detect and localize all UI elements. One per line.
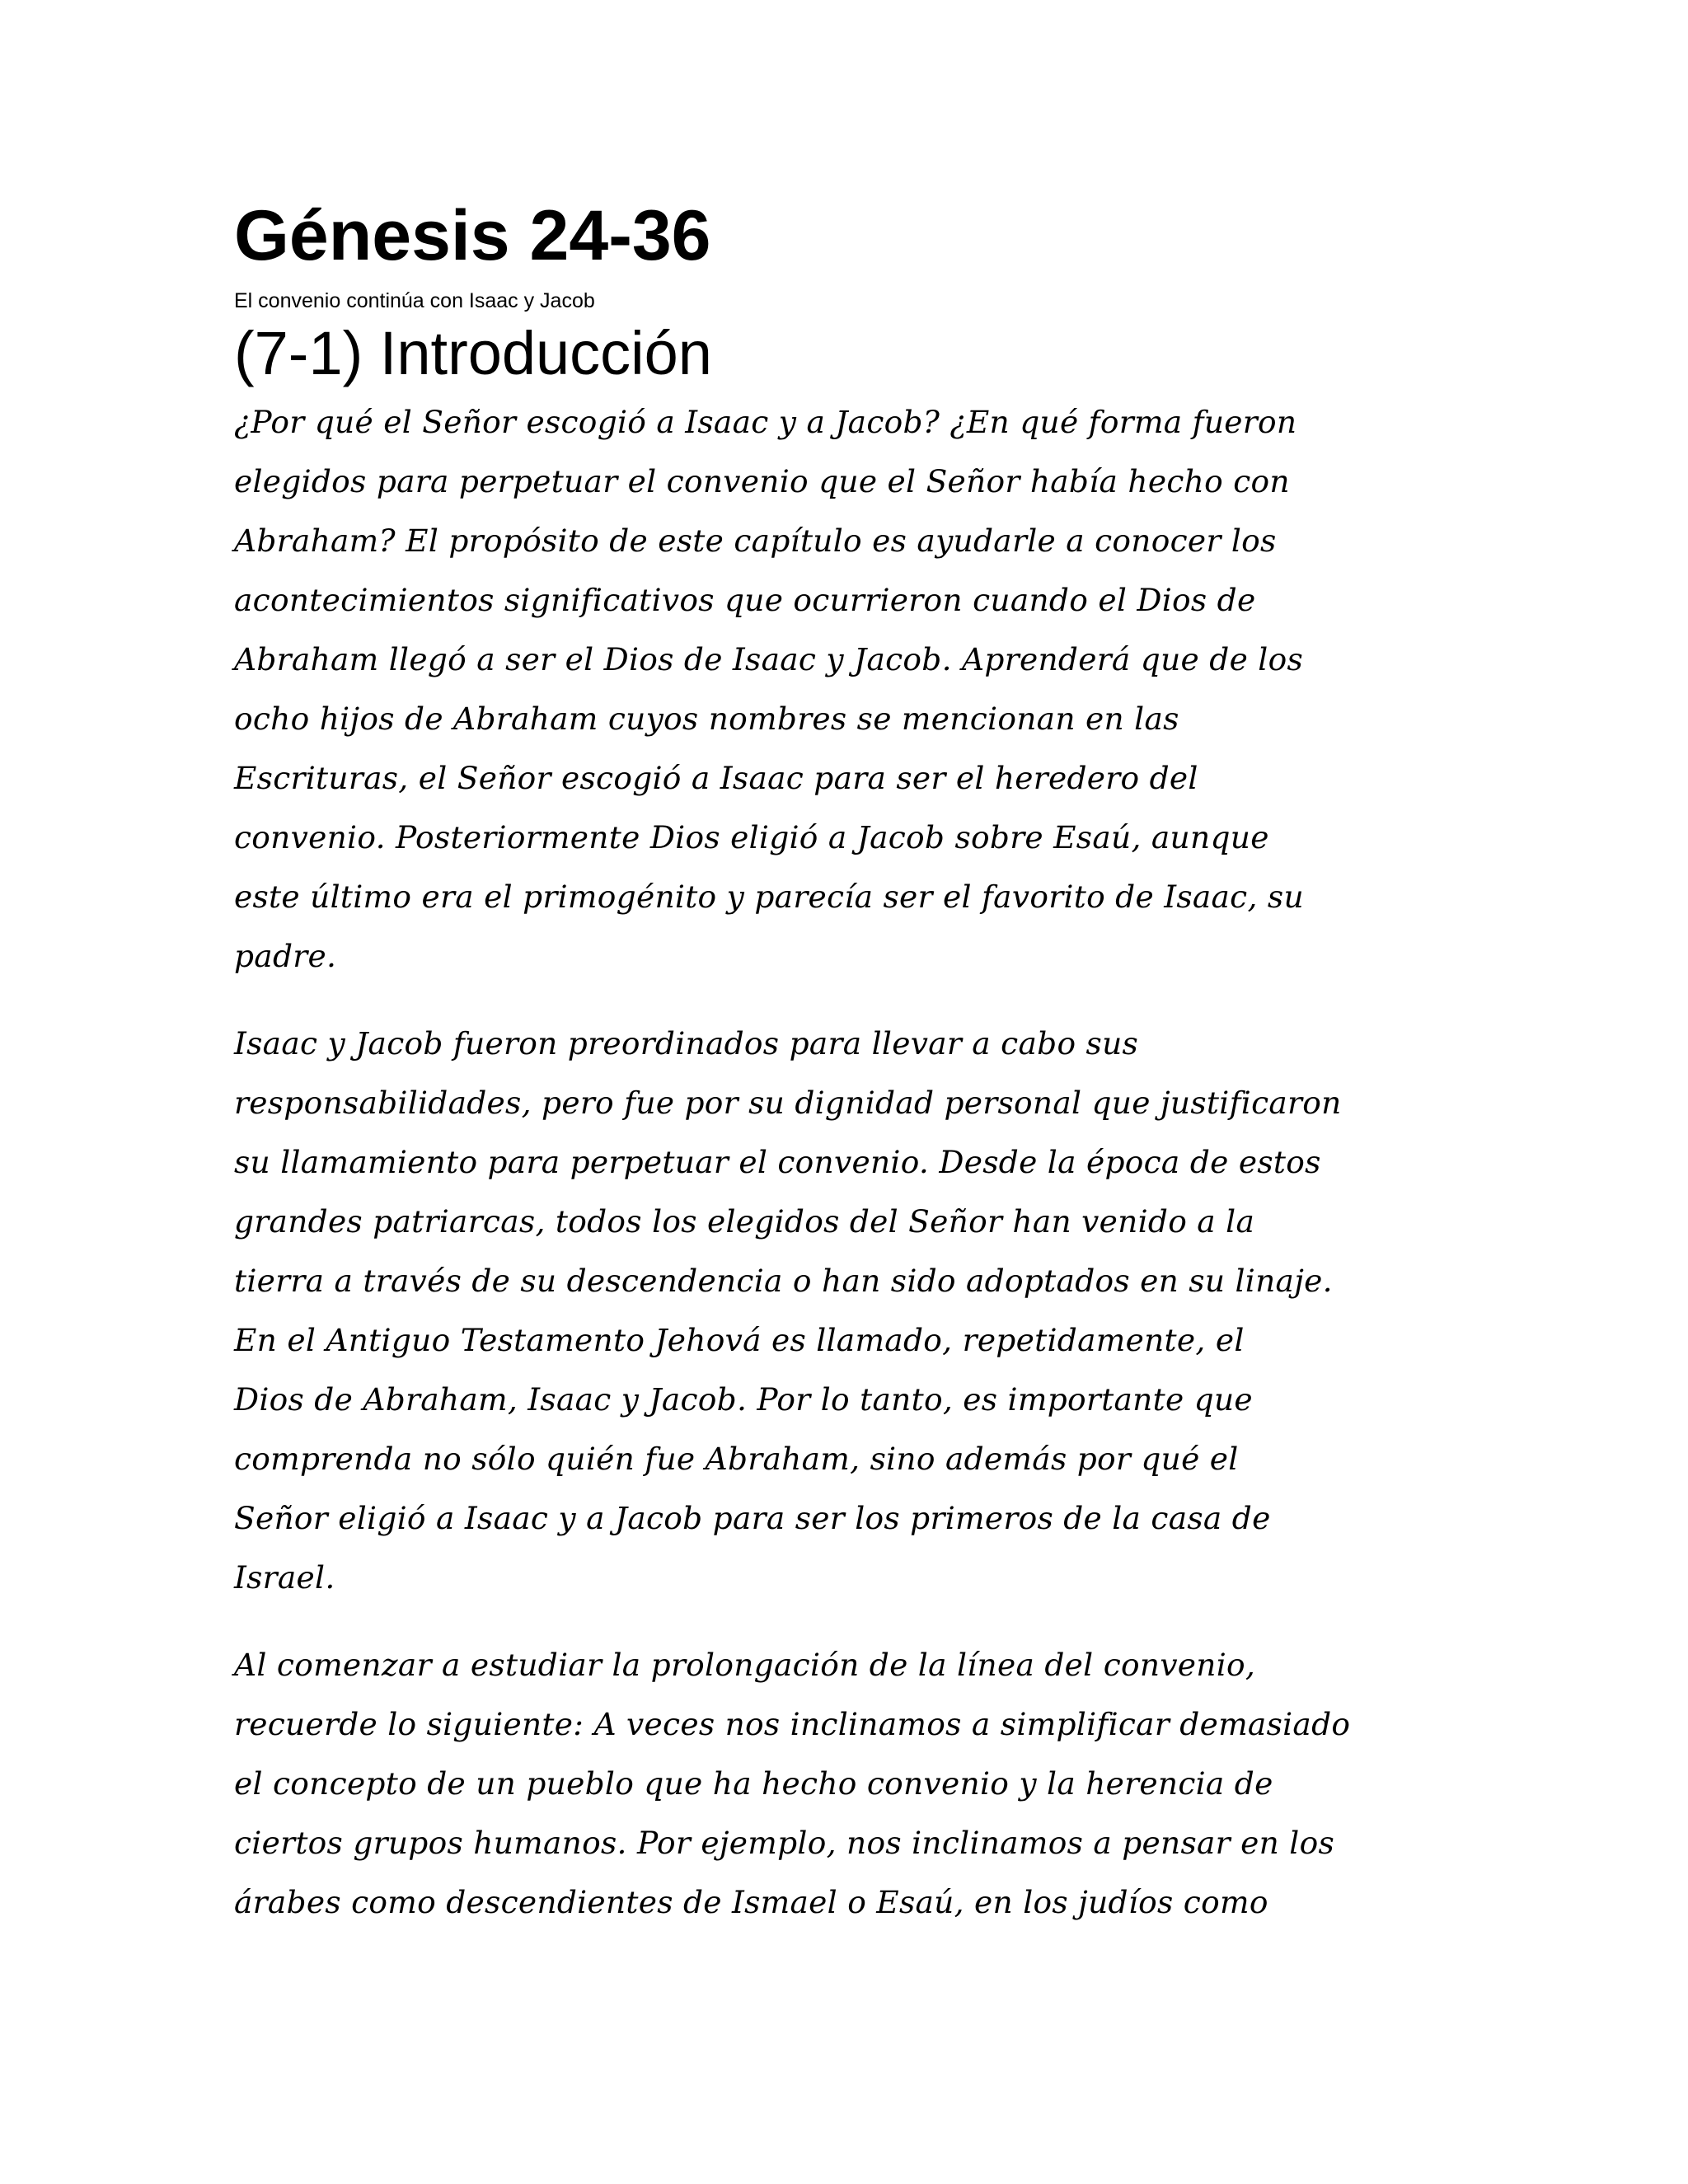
page-title: Génesis 24-36	[234, 196, 711, 275]
text-line: Escrituras, el Señor escogió a Isaac para ser el heredero del	[234, 760, 1198, 796]
text-line: árabes como descendientes de Ismael o Esaú, en los judíos como	[234, 1884, 1268, 1920]
text-line: convenio. Posteriormente Dios eligió a Jacob sobre Esaú, aunque	[234, 819, 1269, 855]
text-line: Dios de Abraham, Isaac y Jacob. Por lo tanto, es importante que	[234, 1381, 1253, 1418]
paragraph-spacer	[234, 1607, 1454, 1635]
text-line: Al comenzar a estudiar la prolongación de la línea del convenio,	[234, 1647, 1256, 1683]
paragraph-3	[234, 1635, 1454, 1932]
document-content	[234, 191, 1454, 1932]
text-line: comprenda no sólo quién fue Abraham, sino además por qué el	[234, 1441, 1239, 1477]
text-line: Abraham? El propósito de este capítulo es ayudarle a conocer los	[234, 523, 1277, 559]
text-line: responsabilidades, pero fue por su dignidad personal que justificaron	[234, 1085, 1342, 1121]
text-line: recuerde lo siguiente: A veces nos inclinamos a simplificar demasiado	[234, 1706, 1351, 1742]
text-line: Abraham llegó a ser el Dios de Isaac y Jacob. Aprenderá que de los	[234, 641, 1303, 677]
paragraph-2	[234, 1014, 1454, 1607]
text-line: En el Antiguo Testamento Jehová es llamado, repetidamente, el	[234, 1322, 1245, 1358]
text-line: su llamamiento para perpetuar el convenio. Desde la época de estos	[234, 1144, 1321, 1180]
text-line: Señor eligió a Isaac y a Jacob para ser los primeros de la casa de	[234, 1500, 1271, 1536]
section-heading: (7-1) Introducción	[234, 319, 712, 387]
text-line: este último era el primogénito y parecía ser el favorito de Isaac, su	[234, 879, 1304, 915]
text-line: Isaac y Jacob fueron preordinados para llevar a cabo sus	[234, 1025, 1139, 1062]
paragraph-spacer	[234, 986, 1454, 1014]
text-line: acontecimientos significativos que ocurrieron cuando el Dios de	[234, 582, 1256, 618]
text-line: elegidos para perpetuar el convenio que el Señor había hecho con	[234, 463, 1290, 499]
text-line: ¿Por qué el Señor escogió a Isaac y a Jacob? ¿En qué forma fueron	[234, 404, 1297, 440]
paragraph-1	[234, 392, 1454, 986]
text-line: ciertos grupos humanos. Por ejemplo, nos inclinamos a pensar en los	[234, 1825, 1334, 1861]
text-line: ocho hijos de Abraham cuyos nombres se mencionan en las	[234, 701, 1179, 737]
text-line: Israel.	[234, 1559, 335, 1596]
text-line: el concepto de un pueblo que ha hecho convenio y la herencia de	[234, 1765, 1273, 1802]
text-line: grandes patriarcas, todos los elegidos del Señor han venido a la	[234, 1203, 1255, 1240]
text-line: tierra a través de su descendencia o han sido adoptados en su linaje.	[234, 1263, 1333, 1299]
page-subtitle: El convenio continúa con Isaac y Jacob	[234, 289, 595, 312]
text-line: padre.	[234, 938, 337, 974]
